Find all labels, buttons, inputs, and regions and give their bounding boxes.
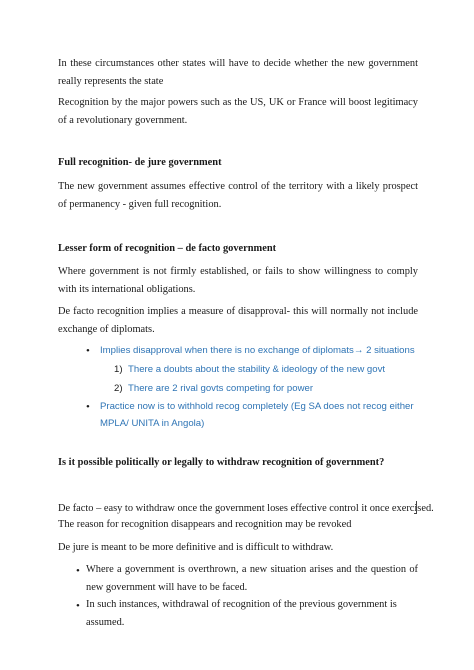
paragraph-de-facto-disapproval: De facto recognition implies a measure of disapproval- this will normally not include exchange of diplomats. <box>58 306 418 335</box>
black-list-item: In such instances, withdrawal of recognition of the previous government is assumed. <box>86 599 397 628</box>
paragraph-de-facto-withdraw: De facto – easy to withdraw once the government loses effective control it once exercised. <box>58 503 434 514</box>
sub-item-number: 2) <box>114 383 123 394</box>
black-list-item: Where a government is overthrown, a new situation arises and the question of new government will have to be faced. <box>86 564 418 593</box>
paragraph-new-government: The new government assumes effective control of the territory with a likely prospect of permanency - given full recognition. <box>58 181 418 210</box>
bullet-icon: • <box>86 401 90 413</box>
paragraph-major-powers: Recognition by the major powers such as the US, UK or France will boost legitimacy of a revolutionary government. <box>58 97 418 126</box>
blue-list-item: Practice now is to withhold recog completely (Eg SA does not recog either MPLA/ UNITA in Angola) <box>100 401 414 429</box>
heading-lesser-recognition: Lesser form of recognition – de facto government <box>58 243 277 254</box>
paragraph-de-jure: De jure is meant to be more definitive and is difficult to withdraw. <box>58 542 334 553</box>
blue-list-item: Implies disapproval when there is no exchange of diplomats→ 2 situations <box>100 345 415 356</box>
paragraph-not-established: Where government is not firmly established, or fails to show willingness to comply with its international obligations. <box>58 266 418 295</box>
heading-full-recognition: Full recognition- de jure government <box>58 157 222 168</box>
bullet-icon: • <box>76 600 80 612</box>
paragraph-reason-disappears: The reason for recognition disappears and recognition may be revoked <box>58 519 352 530</box>
heading-withdraw-recognition: Is it possible politically or legally to withdraw recognition of government? <box>58 457 385 468</box>
blue-sub-list-item: There a doubts about the stability & ideology of the new govt <box>128 364 386 375</box>
bullet-icon: • <box>76 565 80 577</box>
text-cursor-icon <box>414 501 417 514</box>
sub-item-number: 1) <box>114 364 123 375</box>
paragraph-other-states: In these circumstances other states will have to decide whether the new government really represents the state <box>58 58 418 87</box>
bullet-icon: • <box>86 345 90 357</box>
blue-sub-list-item: There are 2 rival govts competing for power <box>128 383 314 394</box>
